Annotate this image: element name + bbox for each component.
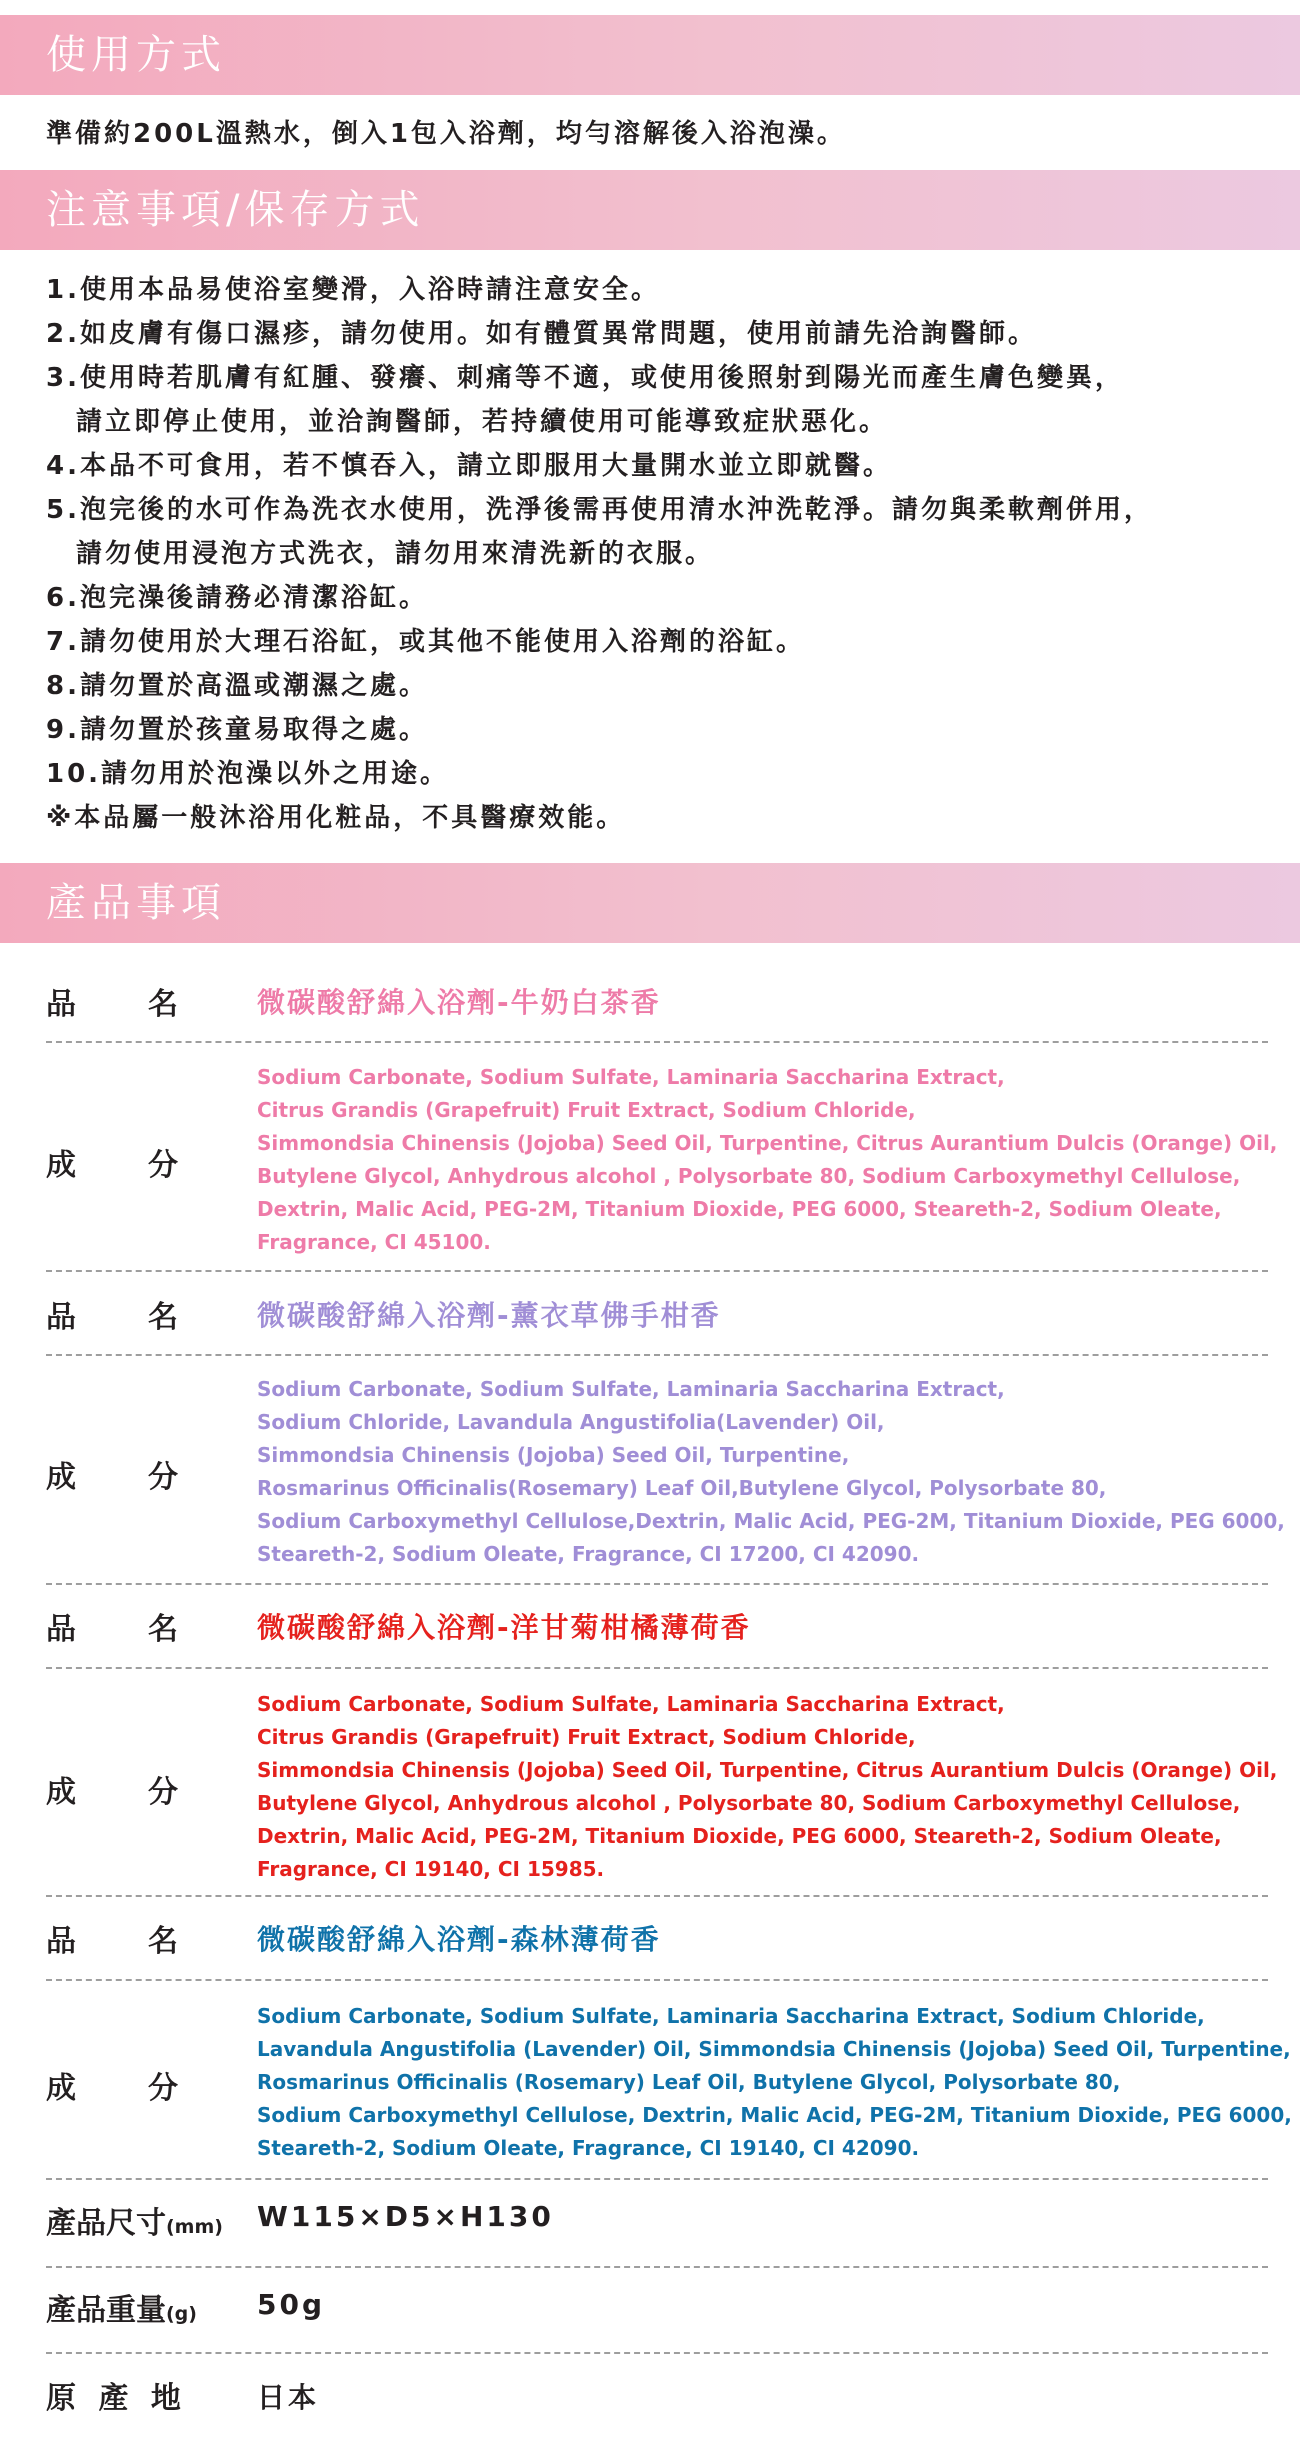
- divider: [46, 2352, 1268, 2354]
- usage-section-header: [0, 15, 1300, 95]
- product-title: 產品事項: [46, 880, 226, 926]
- name-label-1: 品: [46, 1612, 76, 1647]
- note-line: 7.請勿使用於大理石浴缸，或其他不能使用入浴劑的浴缸。: [46, 627, 805, 657]
- note-line: 6.泡完澡後請務必清潔浴缸。: [46, 583, 428, 613]
- divider: [46, 2266, 1268, 2268]
- origin-label: 原 產 地: [46, 2381, 187, 2416]
- ingredient-label-2: 分: [148, 2070, 178, 2106]
- name-label-2: 名: [148, 1612, 178, 1647]
- ingredient-label-2: 分: [148, 1148, 178, 1183]
- divider: [46, 1041, 1268, 1043]
- ingredient-line: Simmondsia Chinensis (Jojoba) Seed Oil, Turpentine, Citrus Aurantium Dulcis (Orange) Oil,: [257, 1758, 1278, 1782]
- ingredient-line: Sodium Carboxymethyl Cellulose, Dextrin, Malic Acid, PEG-2M, Titanium Dioxide, PEG 6000,: [257, 2103, 1292, 2127]
- ingredient-label-1: 成: [46, 1460, 76, 1495]
- divider: [46, 1583, 1268, 1585]
- note-line: 1.使用本品易使浴室變滑，入浴時請注意安全。: [46, 275, 660, 305]
- ingredient-line: Fragrance, CI 19140, CI 15985.: [257, 1857, 605, 1881]
- name-label-2: 名: [148, 987, 178, 1022]
- divider: [46, 1270, 1268, 1272]
- ingredient-label-2: 分: [148, 1460, 178, 1495]
- ingredient-line: Simmondsia Chinensis (Jojoba) Seed Oil, Turpentine, Citrus Aurantium Dulcis (Orange) Oil,: [257, 1131, 1278, 1155]
- product-name: 微碳酸舒綿入浴劑-牛奶白茶香: [257, 986, 661, 1019]
- note-line: 5.泡完後的水可作為洗衣水使用，洗淨後需再使用清水沖洗乾淨。請勿與柔軟劑併用，: [46, 495, 1153, 525]
- size-unit: (mm): [166, 2216, 223, 2238]
- ingredient-line: Rosmarinus Officinalis (Rosemary) Leaf Oil, Butylene Glycol, Polysorbate 80,: [257, 2070, 1121, 2094]
- ingredient-line: Dextrin, Malic Acid, PEG-2M, Titanium Dioxide, PEG 6000, Steareth-2, Sodium Oleate,: [257, 1197, 1222, 1221]
- product-name: 微碳酸舒綿入浴劑-森林薄荷香: [257, 1923, 661, 1956]
- ingredient-line: Steareth-2, Sodium Oleate, Fragrance, CI 19140, CI 42090.: [257, 2136, 920, 2160]
- divider: [46, 1354, 1268, 1356]
- ingredient-line: Sodium Carboxymethyl Cellulose,Dextrin, Malic Acid, PEG-2M, Titanium Dioxide, PEG 6000,: [257, 1509, 1285, 1533]
- product-name: 微碳酸舒綿入浴劑-薰衣草佛手柑香: [257, 1299, 721, 1332]
- ingredient-line: Butylene Glycol, Anhydrous alcohol , Polysorbate 80, Sodium Carboxymethyl Cellulose,: [257, 1791, 1241, 1815]
- divider: [46, 1895, 1268, 1897]
- note-line: 2.如皮膚有傷口濕疹，請勿使用。如有體質異常問題，使用前請先洽詢醫師。: [46, 319, 1037, 349]
- ingredients-block: [257, 2000, 1292, 2165]
- ingredient-line: Simmondsia Chinensis (Jojoba) Seed Oil, Turpentine,: [257, 1443, 850, 1467]
- divider: [46, 1979, 1268, 1981]
- ingredient-line: Sodium Chloride, Lavandula Angustifolia(Lavender) Oil,: [257, 1410, 885, 1434]
- ingredient-line: Butylene Glycol, Anhydrous alcohol , Polysorbate 80, Sodium Carboxymethyl Cellulose,: [257, 1164, 1241, 1188]
- divider: [46, 2178, 1268, 2180]
- usage-title: 使用方式: [46, 32, 226, 78]
- ingredient-label-2: 分: [148, 1775, 178, 1810]
- notes-title: 注意事項/保存方式: [46, 187, 425, 233]
- notes-list: [46, 268, 1266, 840]
- ingredient-line: Sodium Carbonate, Sodium Sulfate, Laminaria Saccharina Extract, Sodium Chloride,: [257, 2004, 1205, 2028]
- weight-value: 50g: [257, 2288, 326, 2321]
- origin-value: 日本: [257, 2381, 320, 2414]
- ingredients-block: [257, 1688, 1278, 1886]
- usage-text: 準備約200L溫熱水，倒入1包入浴劑，均勻溶解後入浴泡澡。: [46, 119, 846, 149]
- notes-section-header: [0, 170, 1300, 250]
- note-line: 8.請勿置於高溫或潮濕之處。: [46, 671, 428, 701]
- product-name: 微碳酸舒綿入浴劑-洋甘菊柑橘薄荷香: [257, 1611, 751, 1644]
- note-line: 9.請勿置於孩童易取得之處。: [46, 715, 428, 745]
- ingredient-line: Sodium Carbonate, Sodium Sulfate, Laminaria Saccharina Extract,: [257, 1692, 1005, 1716]
- note-line: 請勿使用浸泡方式洗衣，請勿用來清洗新的衣服。: [76, 539, 715, 569]
- note-line: 3.使用時若肌膚有紅腫、發癢、刺痛等不適，或使用後照射到陽光而產生膚色變異，: [46, 363, 1124, 393]
- name-label-1: 品: [46, 987, 76, 1022]
- ingredient-label-1: 成: [46, 1775, 76, 1810]
- ingredients-block: [257, 1061, 1278, 1259]
- note-line: 10.請勿用於泡澡以外之用途。: [46, 759, 450, 789]
- divider: [46, 1667, 1268, 1669]
- ingredient-line: Steareth-2, Sodium Oleate, Fragrance, CI 17200, CI 42090.: [257, 1542, 920, 1566]
- ingredient-line: Fragrance, CI 45100.: [257, 1230, 491, 1254]
- size-label: 產品尺寸(mm): [46, 2206, 223, 2241]
- ingredient-line: Citrus Grandis (Grapefruit) Fruit Extract, Sodium Chloride,: [257, 1725, 916, 1749]
- name-label-1: 品: [46, 1300, 76, 1335]
- size-value: W115×D5×H130: [257, 2200, 554, 2233]
- name-label-1: 品: [46, 1924, 76, 1959]
- ingredient-line: Sodium Carbonate, Sodium Sulfate, Laminaria Saccharina Extract,: [257, 1377, 1005, 1401]
- name-label-2: 名: [148, 1300, 178, 1335]
- ingredient-label-1: 成: [46, 1148, 76, 1183]
- note-line: 請立即停止使用，並洽詢醫師，若持續使用可能導致症狀惡化。: [76, 407, 889, 437]
- weight-label: 產品重量(g): [46, 2293, 197, 2328]
- weight-unit: (g): [166, 2303, 197, 2325]
- ingredient-line: Rosmarinus Officinalis(Rosemary) Leaf Oil,Butylene Glycol, Polysorbate 80,: [257, 1476, 1107, 1500]
- ingredient-label-1: 成: [46, 2070, 76, 2106]
- ingredient-line: Citrus Grandis (Grapefruit) Fruit Extract, Sodium Chloride,: [257, 1098, 916, 1122]
- note-line: 4.本品不可食用，若不慎吞入，請立即服用大量開水並立即就醫。: [46, 451, 892, 481]
- note-line: ※本品屬一般沐浴用化粧品，不具醫療效能。: [46, 803, 626, 833]
- ingredients-block: [257, 1373, 1285, 1571]
- ingredient-line: Dextrin, Malic Acid, PEG-2M, Titanium Dioxide, PEG 6000, Steareth-2, Sodium Oleate,: [257, 1824, 1222, 1848]
- ingredient-line: Lavandula Angustifolia (Lavender) Oil, Simmondsia Chinensis (Jojoba) Seed Oil, Turpentine,: [257, 2037, 1291, 2061]
- ingredient-line: Sodium Carbonate, Sodium Sulfate, Laminaria Saccharina Extract,: [257, 1065, 1005, 1089]
- product-section-header: [0, 863, 1300, 943]
- name-label-2: 名: [148, 1924, 178, 1959]
